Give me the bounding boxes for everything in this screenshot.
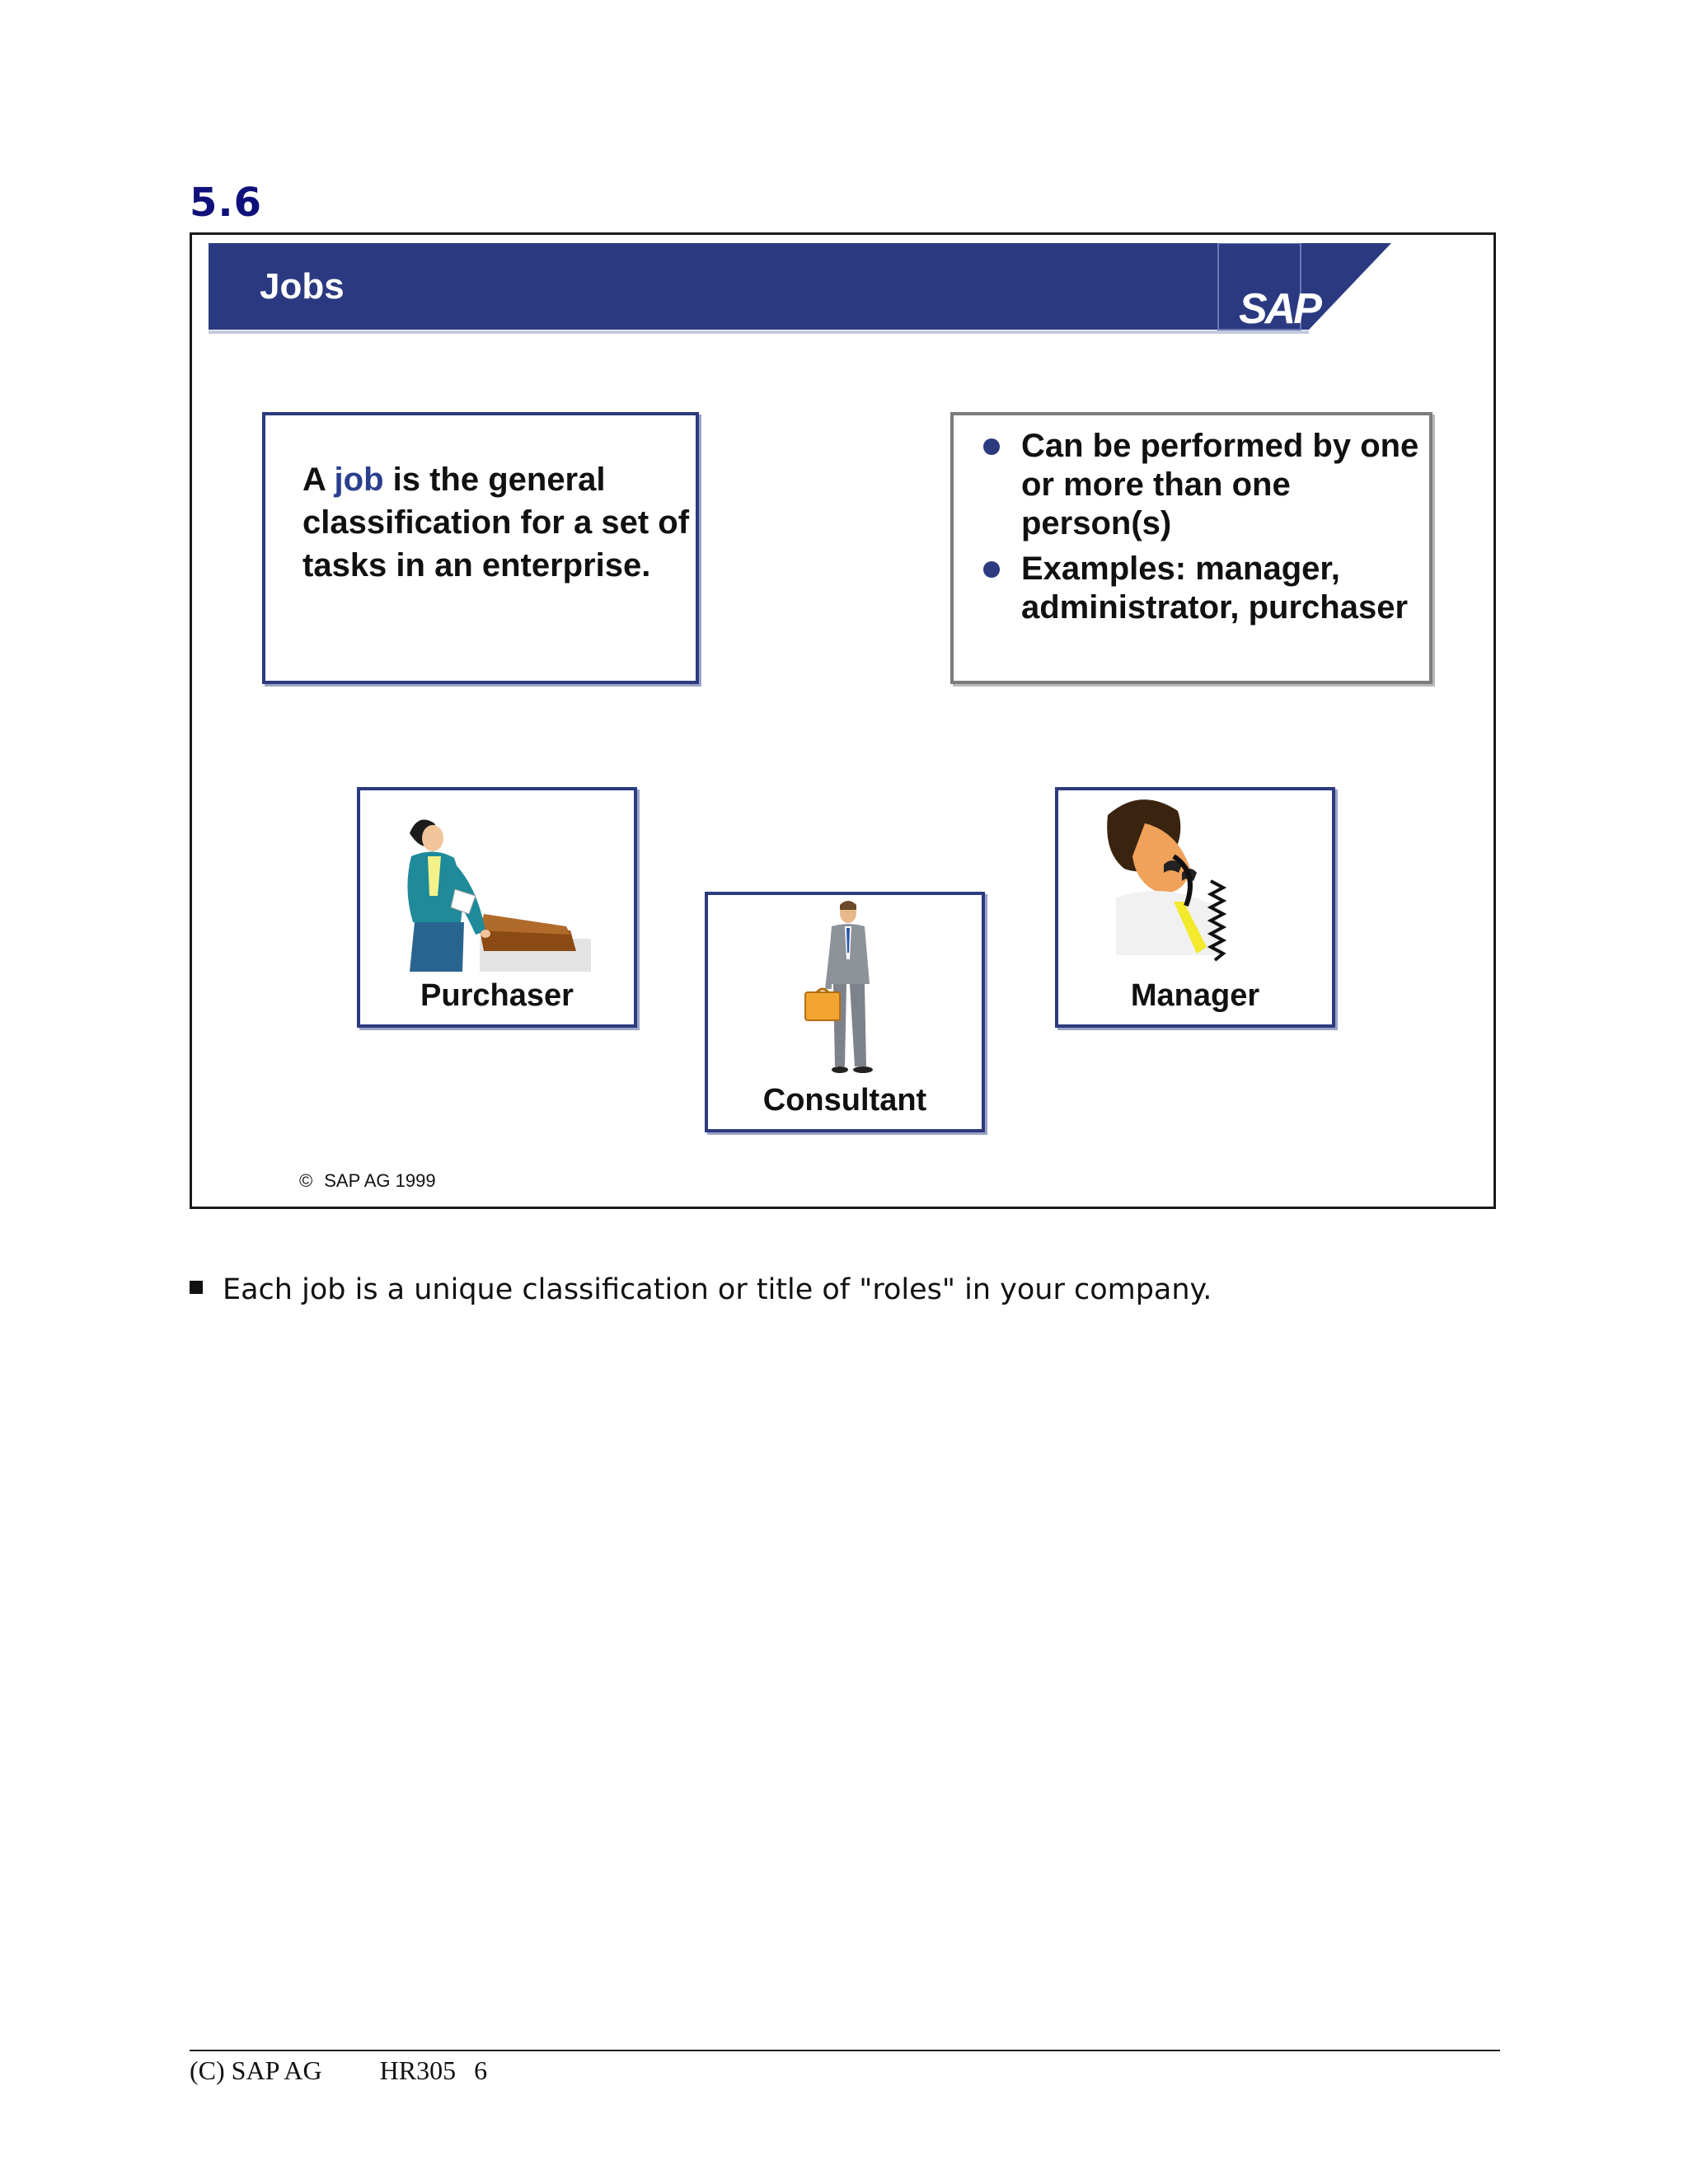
fact-item xyxy=(978,427,1423,543)
bullet-icon xyxy=(983,561,1000,578)
footer-course: HR305 xyxy=(379,2055,457,2085)
definition-highlight: job xyxy=(334,462,384,498)
definition-suffix: is the general classification for a set of tasks in an enterprise. xyxy=(302,462,690,583)
role-label: Consultant xyxy=(762,1083,927,1118)
manager-figure-icon xyxy=(1058,790,1332,972)
footer xyxy=(190,2055,487,2086)
copyright-text: SAP AG 1999 xyxy=(324,1170,436,1191)
title-bar-background xyxy=(209,243,1412,338)
footer-left: (C) SAP AG xyxy=(190,2055,322,2085)
role-card-consultant xyxy=(705,892,985,1132)
sap-logo: SAP xyxy=(1239,285,1320,333)
fact-text: Examples: manager, administrator, purchaser xyxy=(1021,551,1409,626)
title-bar xyxy=(209,243,1412,338)
footer-divider xyxy=(190,2050,1500,2051)
consultant-figure-icon xyxy=(708,895,982,1085)
definition-prefix: A xyxy=(302,462,335,498)
section-number: 5.6 xyxy=(190,180,263,226)
slide xyxy=(190,232,1496,1209)
bullet-icon xyxy=(983,438,1000,455)
fact-item xyxy=(978,550,1423,627)
fact-text: Can be performed by one or more than one person(s) xyxy=(1021,428,1419,541)
footer-page: 6 xyxy=(474,2055,488,2085)
definition-text xyxy=(302,458,690,587)
slide-title: Jobs xyxy=(260,266,345,307)
role-label: Manager xyxy=(1130,978,1260,1013)
slide-copyright xyxy=(299,1170,436,1192)
square-bullet-icon xyxy=(190,1281,203,1294)
role-label: Purchaser xyxy=(420,978,574,1013)
purchaser-figure-icon xyxy=(360,790,634,972)
note xyxy=(190,1273,1212,1306)
definition-box xyxy=(262,412,699,684)
note-text: Each job is a unique classification or title of "roles" in your company. xyxy=(223,1273,1212,1306)
copyright-icon: © xyxy=(299,1170,313,1191)
facts-list xyxy=(978,427,1423,634)
facts-box xyxy=(950,412,1432,684)
role-card-purchaser xyxy=(357,787,637,1028)
role-card-manager xyxy=(1055,787,1335,1028)
